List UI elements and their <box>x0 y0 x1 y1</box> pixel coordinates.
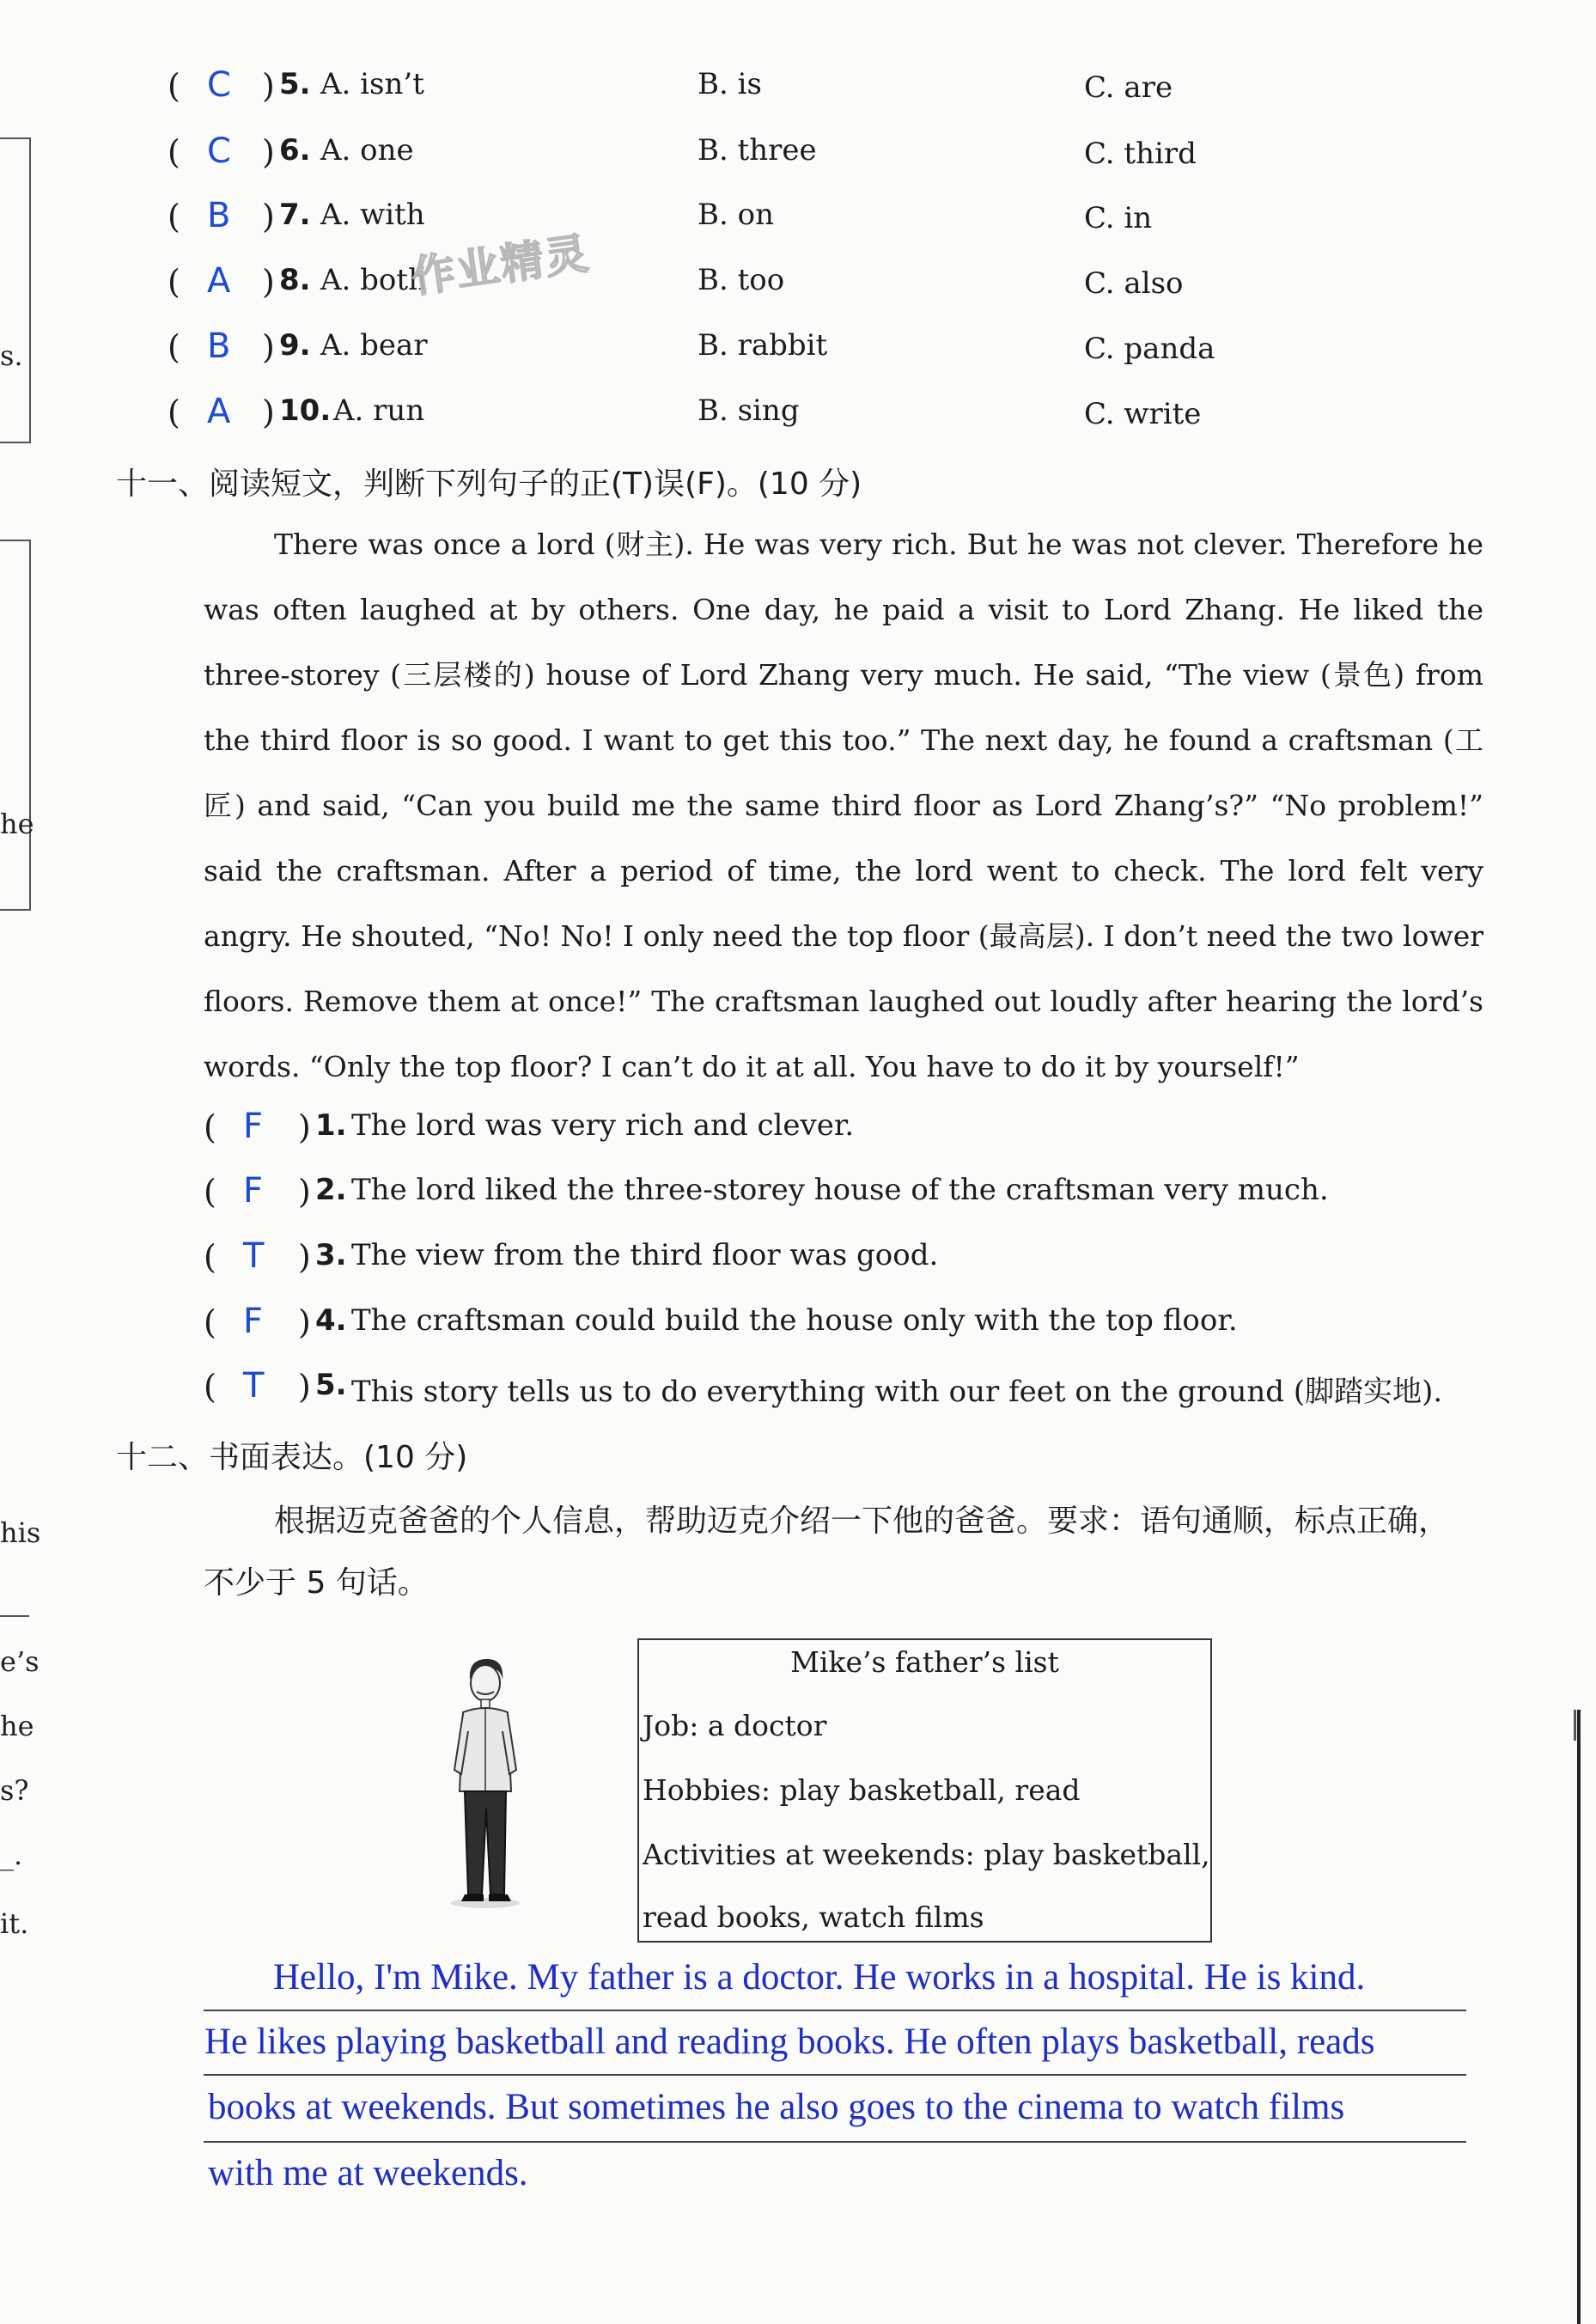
statement-text: The lord was very rich and clever. <box>351 1108 855 1143</box>
option-c: C. in <box>1084 201 1153 235</box>
answer-mark: F <box>243 1171 264 1211</box>
statement-text: The craftsman could build the house only with the top floor. <box>351 1303 1238 1338</box>
list-job: Job: a doctor <box>643 1709 827 1742</box>
choice-row: ( A ) 8. A. both B. too C. also <box>168 261 1184 301</box>
section-11-heading: 十一、阅读短文，判断下列句子的正(T)误(F)。(10 分) <box>116 467 862 502</box>
question-number: 9. <box>279 328 311 363</box>
question-number: 3. <box>315 1238 347 1272</box>
tf-row: ( T ) 3. The view from the third floor was good. <box>204 1236 939 1276</box>
fathers-list-box <box>637 1638 1212 1943</box>
essay-line-1: Hello, I'm Mike. My father is a doctor. He works in a hospital. He is kind. <box>273 1957 1366 1998</box>
option-c: C. also <box>1084 266 1184 301</box>
left-page-rule <box>0 1615 29 1617</box>
edge-fragment: it. <box>0 1907 29 1940</box>
question-number: 2. <box>315 1173 347 1207</box>
answer-mark: A <box>207 261 231 301</box>
option-b: B. on <box>697 198 774 232</box>
choice-row: ( B ) 7. A. with B. on C. in <box>168 196 1153 235</box>
option-a: A. isn’t <box>320 67 424 101</box>
option-c: C. third <box>1084 137 1197 171</box>
answer-mark: T <box>243 1236 265 1276</box>
tf-row: ( F ) 4. The craftsman could build the house only with the top floor. <box>204 1302 1238 1341</box>
option-a: A. both <box>320 263 427 297</box>
choice-row: ( A ) 10. A. run B. sing C. write <box>168 392 1202 431</box>
list-hobbies: Hobbies: play basketball, read <box>643 1773 1081 1807</box>
question-number: 5. <box>315 1368 347 1402</box>
instruction-text: 根据迈克爸爸的个人信息，帮助迈克介绍一下他的爸爸。要求：语句通顺，标点正确，不少于 5 句话。 <box>204 1504 1450 1601</box>
answer-mark: A <box>207 392 231 431</box>
reading-passage <box>204 512 1483 1100</box>
question-number: 8. <box>279 263 311 297</box>
question-number: 10. <box>279 393 332 428</box>
left-page-frame-mid <box>0 540 31 911</box>
writing-instruction <box>204 1491 1475 1614</box>
edge-fragment: his <box>0 1516 41 1549</box>
option-a: A. one <box>320 133 414 168</box>
answer-mark: C <box>207 131 231 171</box>
section-12-heading: 十二、书面表达。(10 分) <box>116 1440 468 1475</box>
tf-row: ( T ) 5. This story tells us to do everything with our feet on the ground (脚踏实地). <box>204 1366 1443 1409</box>
edge-fragment: s. <box>0 339 23 372</box>
option-b: B. is <box>697 67 762 101</box>
essay-line-3: books at weekends. But sometimes he also goes to the cinema to watch films <box>208 2087 1345 2127</box>
question-number: 4. <box>315 1303 347 1338</box>
option-b: B. three <box>697 133 817 168</box>
list-activities: Activities at weekends: play basketball, <box>643 1838 1210 1871</box>
statement-text: The lord liked the three-storey house of the craftsman very much. <box>351 1173 1329 1207</box>
essay-line-4: with me at weekends. <box>208 2153 528 2193</box>
edge-fragment: he <box>0 808 34 840</box>
list-activities-cont: read books, watch films <box>643 1900 984 1934</box>
edge-fragment: he <box>0 1710 34 1742</box>
list-title: Mike’s father’s list <box>790 1645 1059 1679</box>
option-a: A. with <box>320 198 425 232</box>
option-b: B. too <box>697 263 785 297</box>
page-binding-edge <box>1577 1710 1581 2324</box>
answer-mark: C <box>207 65 231 105</box>
statement-text: The view from the third floor was good. <box>351 1238 939 1272</box>
page-binding-tick <box>1574 1710 1576 1741</box>
option-b: B. rabbit <box>697 328 828 363</box>
question-number: 1. <box>315 1108 347 1143</box>
answer-mark: B <box>207 326 231 366</box>
edge-fragment: _. <box>0 1839 23 1871</box>
choice-row: ( C ) 5. A. isn’t B. is C. are <box>168 65 1173 105</box>
choice-row: ( B ) 9. A. bear B. rabbit C. panda <box>168 326 1215 366</box>
choice-row: ( C ) 6. A. one B. three C. third <box>168 131 1197 171</box>
tf-row: ( F ) 2. The lord liked the three-storey house of the craftsman very much. <box>204 1171 1329 1211</box>
edge-fragment: s? <box>0 1774 29 1807</box>
left-page-frame-top <box>0 137 31 443</box>
tf-row: ( F ) 1. The lord was very rich and clever. <box>204 1107 855 1146</box>
answer-mark: B <box>207 196 231 235</box>
option-b: B. sing <box>697 393 800 428</box>
edge-fragment: e’s <box>0 1645 40 1678</box>
question-number: 5. <box>279 67 311 101</box>
passage-text: There was once a lord (财主). He was very rich. But he was not clever. Therefore he was often laughed at by others. One day, he paid a visit to Lord Zhang. He liked the three-storey (三层楼的) house of Lord Zhang very much. He said, “The view (景色) from the third floor is so good. I want to get this too.” The next day, he found a craftsman (工匠) and said, “Can you build me the same third floor as Lord Zhang’s?” “No problem!” said the craftsman. After a period of time, the lord went to check. The lord felt very angry. He shouted, “No! No! I only need the top floor (最高层). I don’t need the two lower floors. Remove them at once!” The craftsman laughed out loudly after hearing the lord’s words. “Only the top floor? I can’t do it at all. You have to do it by yourself!” <box>204 528 1483 1083</box>
option-a: A. bear <box>320 328 428 363</box>
option-c: C. are <box>1084 70 1173 105</box>
essay-line-2: He likes playing basketball and reading books. He often plays basketball, reads <box>204 2022 1375 2062</box>
father-illustration <box>442 1654 528 1912</box>
option-c: C. write <box>1084 397 1202 431</box>
answer-mark: F <box>243 1302 264 1341</box>
statement-text: This story tells us to do everything with our feet on the ground (脚踏实地). <box>351 1375 1443 1409</box>
question-number: 6. <box>279 133 311 168</box>
watermark-logo: 作业精灵 <box>409 228 594 302</box>
answer-mark: T <box>243 1366 265 1406</box>
option-c: C. panda <box>1084 332 1215 366</box>
answer-mark: F <box>243 1107 264 1146</box>
question-number: 7. <box>279 198 311 232</box>
option-a: A. run <box>333 393 425 428</box>
